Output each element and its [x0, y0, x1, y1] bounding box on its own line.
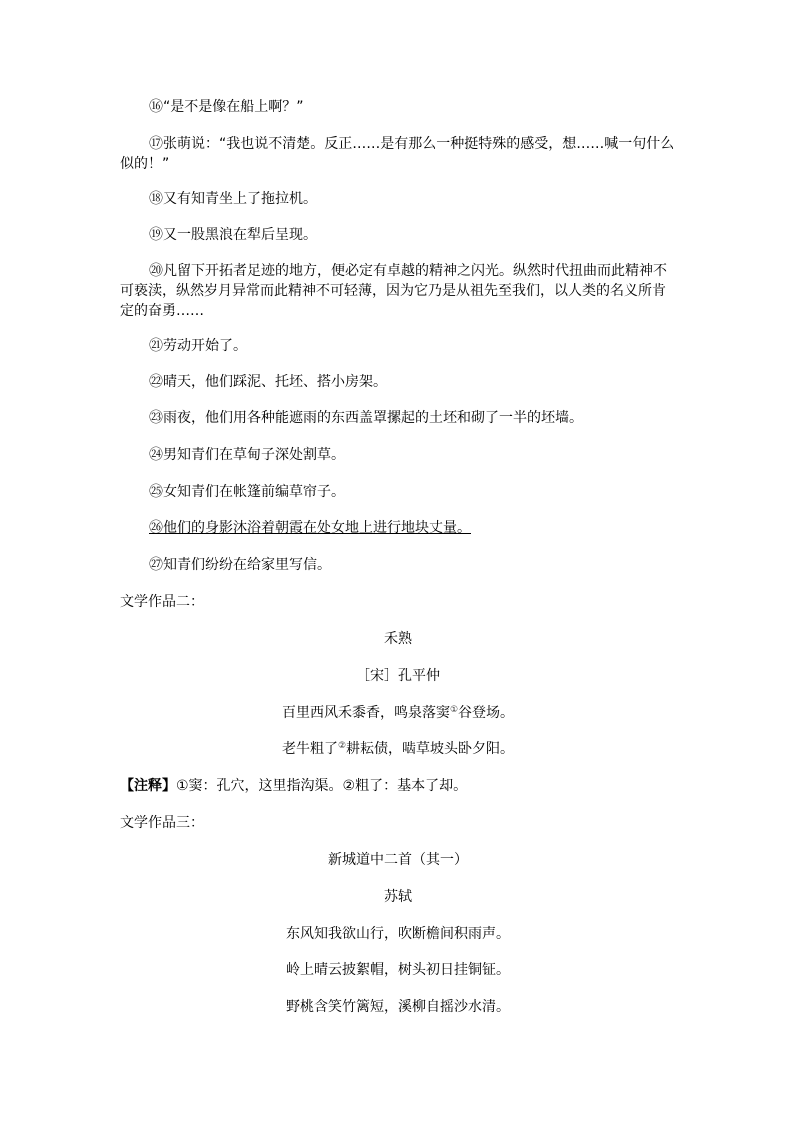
note-marker-1: ① [449, 705, 459, 715]
work2-poem-line-2 [120, 739, 676, 759]
paragraph-26 [120, 518, 676, 538]
paragraph-27: ㉗知青们纷纷在给家里写信。 [149, 557, 331, 573]
paragraph-18: ⑱又有知青坐上了拖拉机。 [149, 191, 317, 207]
paragraph-23: ㉓雨夜，他们用各种能遮雨的东西盖罩摞起的土坯和砌了一半的坯墙。 [149, 410, 583, 426]
note-marker-2: ② [337, 741, 347, 751]
work3-poem-title: 新城道中二首（其一） [328, 852, 468, 868]
work2-line2-part-b: 耕耘债，啮草坡头卧夕阳。 [346, 741, 515, 757]
paragraph-22: ㉒晴天，他们踩泥、托坯、搭小房架。 [149, 374, 387, 390]
work2-poem-author: ［宋］孔平仲 [356, 668, 440, 684]
paragraph-16: ⑯“是不是像在船上啊？” [149, 99, 304, 115]
underlined-sentence: ㉖他们的身影沐浴着朝霞在处女地上进行地块丈量。 [149, 520, 471, 536]
paragraph-17: ⑰张萌说：“我也说不清楚。反正……是有那么一种挺特殊的感受，想……喊一句什么似的！” [120, 136, 675, 172]
paragraph-20: ⑳凡留下开拓者足迹的地方，便必定有卓越的精神之闪光。纵然时代扭曲而此精神不可亵渎，纵然岁月异常而此精神不可轻薄，因为它乃是从祖先至我们，以人类的名义所肯定的奋勇…… [120, 263, 667, 319]
paragraph-21: ㉑劳动开始了。 [149, 338, 247, 354]
work3-poem-line-1: 东风知我欲山行，吹断檐间积雨声。 [286, 926, 510, 942]
work2-poem-line-1 [120, 703, 676, 723]
work3-poem-line-3: 野桃含笑竹篱短，溪柳自摇沙水清。 [286, 999, 510, 1015]
work2-poem-title: 禾熟 [384, 631, 412, 647]
work2-line1-part-a: 百里西风禾黍香，鸣泉落窦 [281, 705, 450, 721]
work3-poem-line-2: 岭上晴云披絮帽，树头初日挂铜钲。 [286, 962, 510, 978]
annotation-label: 【注释】 [120, 778, 176, 794]
work3-poem-author: 苏轼 [384, 889, 412, 905]
paragraph-24: ㉔男知青们在草甸子深处割草。 [149, 447, 345, 463]
work2-line1-part-b: 谷登场。 [458, 705, 515, 721]
paragraph-19: ⑲又一股黑浪在犁后呈现。 [149, 227, 317, 243]
paragraph-25: ㉕女知青们在帐篷前编草帘子。 [149, 484, 345, 500]
work2-line2-part-a: 老牛粗了 [281, 741, 338, 757]
work2-annotation [120, 776, 467, 796]
annotation-text: ①窦：孔穴，这里指沟渠。②粗了：基本了却。 [176, 778, 468, 794]
work3-label: 文学作品三： [120, 815, 204, 831]
work2-label: 文学作品二： [120, 594, 204, 610]
